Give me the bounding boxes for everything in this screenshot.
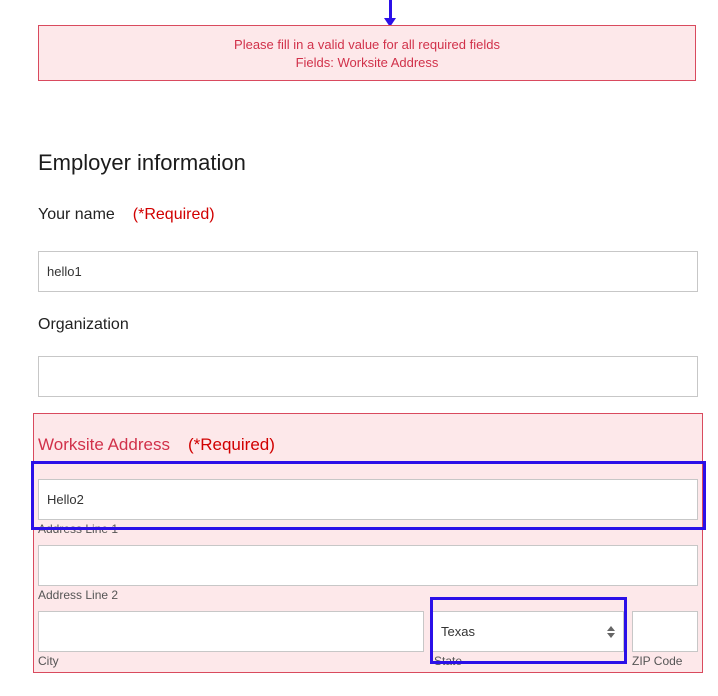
address-line-1-label: Address Line 1 — [38, 522, 119, 536]
worksite-address-required-marker: (*Required) — [187, 435, 275, 454]
section-title: Employer information — [38, 150, 246, 175]
address-line-1-input[interactable] — [38, 479, 698, 520]
error-fields: Fields: Worksite Address — [295, 55, 439, 70]
worksite-address-label — [38, 435, 275, 455]
address-line-2-label: Address Line 2 — [38, 588, 119, 602]
your-name-label-text: Your name — [38, 206, 115, 223]
address-line-2-input[interactable] — [38, 545, 698, 586]
city-input[interactable] — [38, 611, 424, 652]
your-name-required-marker: (*Required) — [132, 206, 215, 223]
your-name-input[interactable] — [38, 251, 698, 292]
worksite-address-label-text: Worksite Address — [38, 435, 170, 454]
annotation-arrow-shaft — [389, 0, 392, 20]
state-select-value: Texas — [441, 624, 475, 639]
error-message: Please fill in a valid value for all required fields — [234, 37, 500, 52]
state-select[interactable] — [432, 611, 624, 652]
organization-input[interactable] — [38, 356, 698, 397]
error-banner — [38, 25, 696, 81]
select-updown-icon — [607, 626, 615, 638]
state-label: State — [434, 654, 463, 668]
zip-code-label: ZIP Code — [632, 654, 683, 668]
your-name-label — [38, 206, 215, 224]
organization-label: Organization — [38, 316, 129, 333]
zip-code-input[interactable] — [632, 611, 698, 652]
city-label: City — [38, 654, 59, 668]
